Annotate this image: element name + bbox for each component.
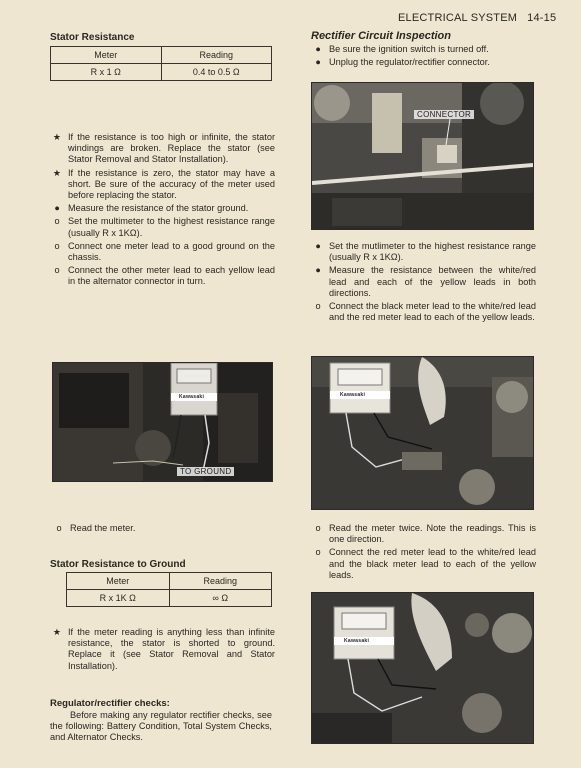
connector-label: CONNECTOR <box>414 110 474 119</box>
read-meter-item <box>52 523 272 536</box>
list-item-text: Connect the black meter lead to the white/red lead and the red meter lead to each of the yellow leads. <box>329 301 536 323</box>
bullet-marker: ● <box>315 265 321 276</box>
list-item <box>311 547 536 581</box>
stator-resistance-heading: Stator Resistance <box>50 32 135 43</box>
meter-brand-label: Kawasaki <box>179 394 205 400</box>
list-item-text: Set the multimeter to the highest resistance range (usually R x 1KΩ). <box>68 216 275 238</box>
stator-ground-photo <box>52 362 273 482</box>
list-item-text: Measure the resistance of the stator ground. <box>68 203 249 214</box>
stator-ground-list <box>50 627 275 674</box>
rectifier-list-mid <box>311 241 536 325</box>
meter-brand-label: Kawasaki <box>340 392 366 398</box>
list-item-text: Read the meter. <box>70 523 136 533</box>
stator-resistance-list <box>50 132 275 290</box>
meter-reading-photo-art <box>312 357 533 509</box>
circle-marker: o <box>315 301 321 312</box>
connector-photo-art <box>312 83 533 229</box>
table-cell-meter: R x 1K Ω <box>67 590 170 607</box>
regulator-checks-text: Before making any regulator rectifier checks, see the following: Battery Condition, Total System Checks, and Alternator Checks. <box>50 710 272 743</box>
table-header-meter: Meter <box>51 47 162 64</box>
page-number: 14-15 <box>527 12 557 24</box>
circle-marker: o <box>56 523 62 533</box>
list-item <box>50 216 275 238</box>
list-item-text: Measure the resistance between the white/red lead and each of the yellow leads in both directions. <box>329 265 536 298</box>
list-item <box>50 168 275 202</box>
list-item <box>311 523 536 545</box>
list-item-text: If the meter reading is anything less than infinite resistance, the stator is shorted to ground. Replace it (see Stator Removal and Stator Installation). <box>68 627 275 671</box>
list-item-text: Read the meter twice. Note the readings. This is one direction. <box>329 523 536 545</box>
star-marker: ★ <box>52 132 62 142</box>
list-item <box>50 241 275 263</box>
list-item-text: Set the mutlimeter to the highest resistance range (usually R x 1KΩ). <box>329 241 536 263</box>
list-item-text: Be sure the ignition switch is turned off. <box>329 44 489 54</box>
stator-ground-heading: Stator Resistance to Ground <box>50 559 186 570</box>
list-item <box>52 523 272 534</box>
page-header <box>398 12 556 24</box>
list-item <box>311 301 536 323</box>
bullet-marker: ● <box>315 57 321 68</box>
list-item-text: Connect the red meter lead to the white/red lead and the black meter lead to each of the yellow leads. <box>329 547 536 580</box>
list-item-text: If the resistance is too high or infinite, the stator windings are broken. Replace the stator (see Stator Removal and Stator Installation). <box>68 132 275 165</box>
rectifier-heading: Rectifier Circuit Inspection <box>311 30 451 42</box>
list-item <box>311 265 536 299</box>
star-marker: ★ <box>52 167 62 178</box>
list-item <box>311 44 536 55</box>
stator-resistance-table <box>50 46 272 81</box>
list-item <box>50 203 275 214</box>
table-cell-meter: R x 1 Ω <box>51 64 162 81</box>
circle-marker: o <box>315 523 321 533</box>
to-ground-label: TO GROUND <box>177 467 234 476</box>
list-item-text: Connect one meter lead to a good ground on the chassis. <box>68 240 275 263</box>
list-item <box>311 241 536 263</box>
table-header-reading: Reading <box>161 47 272 64</box>
list-item <box>50 132 275 166</box>
circle-marker: o <box>315 547 321 558</box>
list-item-text: Connect the other meter lead to each yellow lead in the alternator connector in turn. <box>68 265 275 287</box>
rectifier-list-top <box>311 44 536 70</box>
list-item <box>50 265 275 287</box>
regulator-checks-heading: Regulator/rectifier checks: <box>50 698 170 709</box>
circle-marker: o <box>54 265 60 276</box>
table-header-meter: Meter <box>67 573 170 590</box>
list-item <box>311 57 536 68</box>
reverse-leads-photo-art <box>312 593 533 743</box>
bullet-marker: ● <box>315 44 321 54</box>
star-marker: ★ <box>52 627 62 637</box>
rectifier-list-bottom <box>311 523 536 583</box>
list-item <box>50 627 275 672</box>
table-header-reading: Reading <box>169 573 272 590</box>
bullet-marker: ● <box>315 241 321 251</box>
table-cell-reading: ∞ Ω <box>169 590 272 607</box>
bullet-marker: ● <box>54 203 60 214</box>
table-cell-reading: 0.4 to 0.5 Ω <box>161 64 272 81</box>
stator-ground-table <box>66 572 272 607</box>
meter-reading-photo <box>311 356 534 510</box>
list-item-text: Unplug the regulator/rectifier connector. <box>329 57 490 68</box>
connector-photo <box>311 82 534 230</box>
meter-brand-label: Kawasaki <box>344 638 370 644</box>
reverse-leads-photo <box>311 592 534 744</box>
circle-marker: o <box>54 216 60 227</box>
list-item-text: If the resistance is zero, the stator may have a short. Be sure of the accuracy of the meter used before replacing the stator. <box>68 167 275 201</box>
section-title: ELECTRICAL SYSTEM <box>398 12 518 24</box>
stator-ground-photo-art <box>53 363 272 481</box>
circle-marker: o <box>54 240 60 251</box>
